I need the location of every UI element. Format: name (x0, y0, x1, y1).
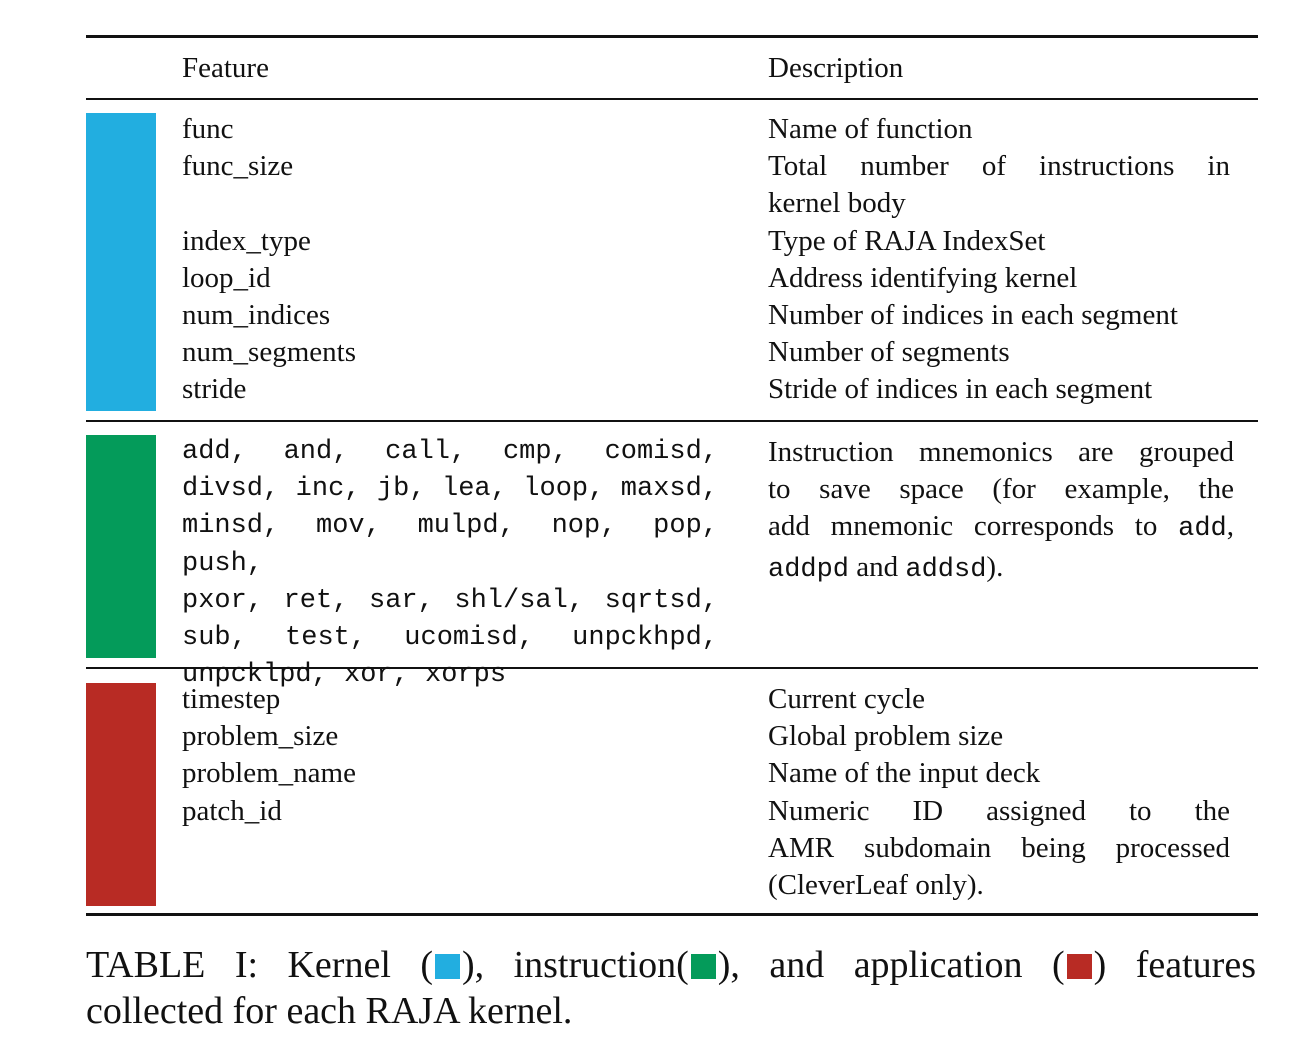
kernel-color-bar (86, 113, 156, 411)
mnemonic-line: unpcklpd, xor, xorps (182, 660, 507, 691)
caption-line: collected for each RAJA kernel. (86, 990, 573, 1032)
group-divider (86, 420, 1258, 422)
instruction-description (768, 434, 1234, 589)
application-feature-list (182, 681, 722, 830)
caption-text: ), and application ( (717, 944, 1065, 986)
feature-name: num_indices (182, 299, 331, 332)
application-swatch (1067, 954, 1092, 979)
description-line: Instruction mnemonics are grouped (768, 436, 1234, 468)
feature-name: func (182, 113, 234, 145)
kernel-swatch (435, 954, 460, 979)
feature-description: (CleverLeaf only). (768, 869, 984, 902)
feature-name: stride (182, 373, 247, 406)
mnemonic-line: divsd, inc, jb, lea, loop, maxsd, (182, 474, 718, 505)
instruction-color-bar (86, 435, 156, 658)
mnemonic-code: add (1178, 514, 1227, 545)
feature-description: Number of segments (768, 336, 1010, 369)
caption-text: ), instruction( (461, 944, 689, 986)
instruction-swatch (691, 954, 716, 979)
description-line: to save space (for example, the (768, 473, 1234, 506)
header-rule (86, 98, 1258, 100)
kernel-description-list (768, 111, 1230, 409)
table-bottom-rule (86, 913, 1258, 916)
mnemonic-code: addpd (768, 554, 850, 585)
feature-description: Global problem size (768, 720, 1004, 753)
feature-column-header: Feature (182, 52, 269, 84)
description-line (768, 549, 1234, 589)
description-line (768, 508, 1234, 548)
caption-text: TABLE I: Kernel ( (86, 944, 433, 986)
feature-description: Type of RAJA IndexSet (768, 224, 1046, 257)
feature-description: Address identifying kernel (768, 261, 1078, 294)
application-color-bar (86, 683, 156, 906)
feature-description: Total number of instructions in (768, 150, 1230, 183)
feature-name: patch_id (182, 794, 282, 827)
description-text: add mnemonic corresponds to (768, 510, 1179, 543)
mnemonic-line: pxor, ret, sar, shl/sal, sqrtsd, (182, 585, 718, 616)
table-top-rule (86, 35, 1258, 38)
feature-name: num_segments (182, 336, 356, 369)
feature-name: problem_size (182, 720, 339, 753)
feature-name: timestep (182, 683, 281, 715)
feature-name (182, 185, 722, 222)
mnemonic-code: addsd (905, 554, 987, 585)
feature-description: Current cycle (768, 683, 926, 715)
table-caption (86, 942, 1256, 1034)
feature-description: Numeric ID assigned to the (768, 794, 1230, 827)
feature-description: Name of function (768, 113, 973, 145)
description-text: ). (986, 550, 1004, 583)
description-text: and (849, 550, 906, 583)
instruction-feature-list (182, 434, 718, 694)
kernel-feature-list (182, 111, 722, 409)
feature-name: index_type (182, 224, 311, 257)
mnemonic-line: add, and, call, cmp, comisd, (182, 437, 718, 467)
mnemonic-line: sub, test, ucomisd, unpckhpd, (182, 623, 718, 654)
feature-description: AMR subdomain being processed (768, 831, 1230, 864)
caption-line (86, 942, 1256, 988)
feature-description: Stride of indices in each segment (768, 373, 1153, 406)
feature-name: problem_name (182, 757, 356, 790)
description-text: , (1226, 510, 1234, 543)
feature-name: func_size (182, 150, 294, 183)
feature-description: Number of indices in each segment (768, 299, 1178, 332)
mnemonic-line: minsd, mov, mulpd, nop, pop, push, (182, 511, 718, 579)
feature-name: loop_id (182, 261, 271, 294)
feature-description: Name of the input deck (768, 757, 1041, 790)
application-description-list (768, 681, 1230, 904)
caption-text: ) features (1093, 944, 1256, 986)
feature-description: kernel body (768, 187, 906, 220)
description-column-header: Description (768, 52, 904, 84)
